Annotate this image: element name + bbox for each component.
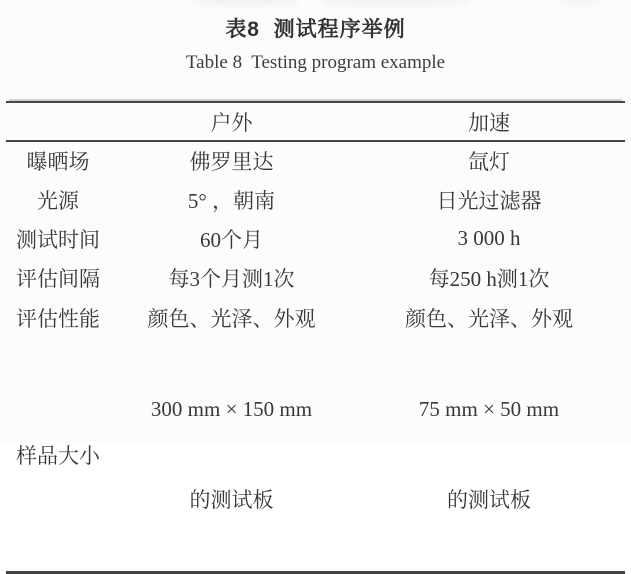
exposure-site-accelerated-value: 氙灯: [468, 150, 510, 174]
table-title-english: Table 8 Testing program example: [185, 52, 446, 73]
row-exposure-site: [6, 141, 625, 180]
sample-size-label: 样品大小: [16, 444, 100, 468]
table-title-chinese: 表8 测试程序举例: [225, 18, 406, 41]
row-test-duration: [6, 219, 625, 258]
test-duration-label: 测试时间: [16, 227, 100, 252]
evaluated-properties-outdoor-value: 颜色、光泽、外观: [147, 307, 316, 331]
test-duration-outdoor-value: 60个月: [200, 227, 263, 252]
sample-size-accelerated-line1: 75 mm × 50 mm: [418, 397, 560, 421]
header-accelerated: 加速: [468, 110, 510, 135]
row-evaluated-properties: [6, 297, 625, 339]
light-source-outdoor-value: 5° ，朝南: [187, 188, 276, 213]
sample-size-accelerated-value: [353, 339, 625, 573]
exposure-site-outdoor-value: 佛罗里达: [189, 150, 274, 174]
sample-size-outdoor-line1: 300 mm × 150 mm: [150, 397, 313, 421]
exposure-site-label: 曝晒场: [26, 150, 90, 174]
test-duration-accelerated-value: 3 000 h: [457, 226, 521, 250]
row-light-source: [6, 180, 625, 219]
row-evaluation-interval: [6, 258, 625, 297]
testing-program-table: [6, 101, 625, 574]
sample-size-outdoor-value: [110, 339, 353, 573]
row-sample-size: [6, 339, 625, 573]
header-empty-cell: [6, 102, 110, 141]
evaluation-interval-label: 评估间隔: [16, 266, 100, 291]
header-row: [6, 102, 625, 141]
sample-size-outdoor-line2: 的测试板: [189, 488, 274, 512]
evaluated-properties-accelerated-value: 颜色、光泽、外观: [405, 307, 573, 331]
light-source-label: 光源: [37, 188, 79, 213]
evaluation-interval-accelerated-value: 每250 h测1次: [428, 266, 550, 291]
evaluation-interval-outdoor-value: 每3个月测1次: [168, 266, 295, 291]
sample-size-accelerated-line2: 的测试板: [447, 488, 531, 512]
evaluated-properties-label: 评估性能: [16, 307, 100, 331]
light-source-accelerated-value: 日光过滤器: [436, 188, 542, 213]
header-outdoor: 户外: [210, 110, 253, 135]
